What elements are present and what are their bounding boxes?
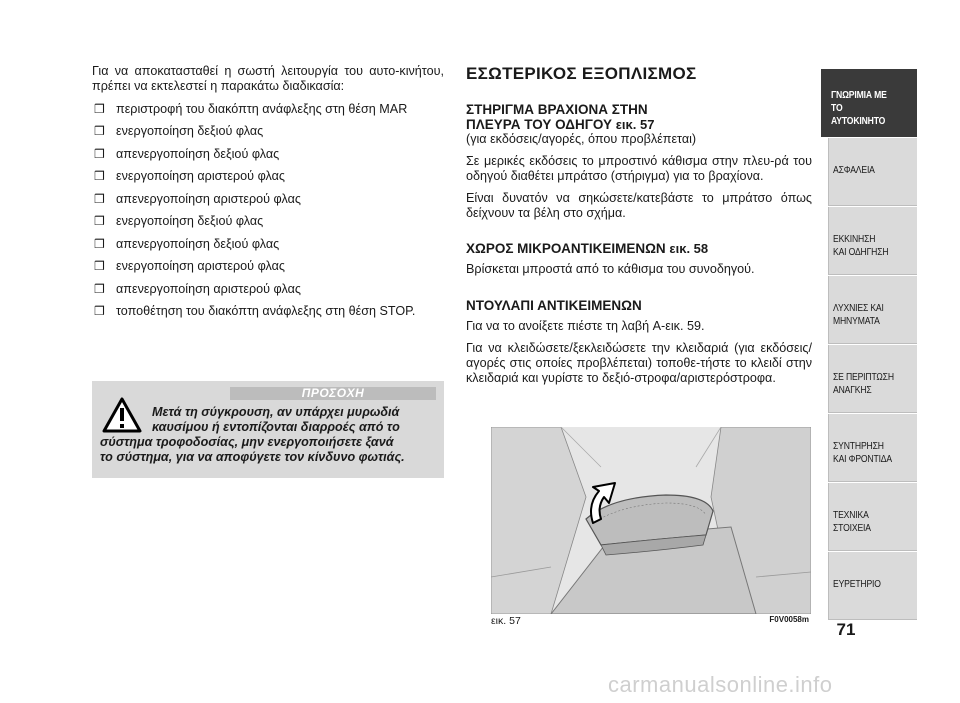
- glovebox-heading: ΝΤΟΥΛΑΠΙ ΑΝΤΙΚΕΙΜΕΝΩΝ: [466, 298, 642, 313]
- checkbox-bullet-icon: ❒: [94, 259, 105, 273]
- checkbox-bullet-icon: ❒: [94, 214, 105, 228]
- tab-technical-data[interactable]: ΤΕΧΝΙΚΑ ΣΤΟΙΧΕΙΑ: [821, 482, 917, 551]
- procedure-steps: [92, 102, 444, 320]
- glovebox-section: [466, 298, 812, 386]
- tab-warning-lights[interactable]: ΛΥΧΝΙΕΣ ΚΑΙ ΜΗΝΥΜΑΤΑ: [821, 275, 917, 344]
- storage-heading: ΧΩΡΟΣ ΜΙΚΡΟΑΝΤΙΚΕΙΜΕΝΩΝ εικ. 58: [466, 241, 709, 256]
- procedure-step: ❒ απενεργοποίηση δεξιού φλας: [94, 146, 280, 161]
- armrest-illustration: [491, 427, 811, 614]
- armrest-heading: ΣΤΗΡΙΓΜΑ ΒΡΑΧΙΟΝΑ ΣΤΗΝ ΠΛΕΥΡΑ ΤΟΥ ΟΔΗΓΟΥ εικ. 57: [466, 102, 655, 132]
- tab-emergency[interactable]: ΣΕ ΠΕΡΙΠΤΩΣΗ ΑΝΑΓΚΗΣ: [821, 344, 917, 413]
- procedure-step: ❒ ενεργοποίηση δεξιού φλας: [94, 124, 264, 138]
- warning-box: [92, 381, 444, 478]
- checkbox-bullet-icon: ❒: [94, 191, 105, 206]
- procedure-step: ❒ τοποθέτηση του διακόπτη ανάφλεξης στη θέση STOP.: [94, 304, 416, 318]
- armrest-paragraph: Είναι δυνατόν να σηκώσετε/κατεβάστε το μπράτσο όπως δείχνουν τα βέλη στο σχήμα.: [466, 191, 812, 220]
- figure-label: εικ. 57: [491, 615, 521, 627]
- checkbox-bullet-icon: ❒: [94, 236, 105, 251]
- procedure-step: ❒ ενεργοποίηση δεξιού φλας: [94, 214, 264, 228]
- procedure-step: ❒ ενεργοποίηση αριστερού φλας: [94, 169, 285, 183]
- section-title: ΕΣΩΤΕΡΙΚΟΣ ΕΞΟΠΛΙΣΜΟΣ: [466, 64, 697, 83]
- warning-title: ΠΡΟΣΟΧΗ: [230, 387, 436, 400]
- page-number: 71: [836, 620, 856, 639]
- procedure-step: ❒ απενεργοποίηση αριστερού φλας: [94, 281, 301, 296]
- figure-code: F0V0058m: [769, 615, 809, 624]
- procedure-intro: Για να αποκατασταθεί η σωστή λειτουργία του αυτο-κινήτου, πρέπει να εκτελεστεί η παρακάτω διαδικασία:: [92, 64, 444, 93]
- procedure-step: ❒ απενεργοποίηση δεξιού φλας: [94, 236, 280, 251]
- armrest-section: [466, 102, 812, 221]
- left-column: [92, 64, 444, 319]
- tab-maintenance[interactable]: ΣΥΝΤΗΡΗΣΗ ΚΑΙ ΦΡΟΝΤΙΔΑ: [821, 413, 917, 482]
- checkbox-bullet-icon: ❒: [94, 169, 105, 183]
- chapter-tabs: [821, 68, 917, 620]
- procedure-step: ❒ ενεργοποίηση αριστερού φλας: [94, 259, 285, 273]
- armrest-figure: [491, 427, 811, 614]
- armrest-note: (για εκδόσεις/αγορές, όπου προβλέπεται): [466, 132, 697, 146]
- middle-column: [466, 64, 812, 386]
- tab-getting-to-know-car[interactable]: ΓΝΩΡΙΜΙΑ ΜΕ ΤΟ ΑΥΤΟΚΙΝΗΤΟ: [821, 68, 917, 137]
- armrest-paragraph: Σε μερικές εκδόσεις το μπροστινό κάθισμα στην πλευ-ρά του οδηγού διαθέτει μπράτσο (στήριγμα) για το βραχίονα.: [466, 154, 812, 183]
- warning-text: Μετά τη σύγκρουση, αν υπάρχει μυρωδιά καυσίμου ή εντοπίζονται διαρροές από το σύστημα τροφοδοσίας, μην ενεργοποιήσετε ξανά το σύστημα, για να αποφύγετε τον κίνδυνο φωτιάς.: [100, 405, 405, 464]
- tab-index[interactable]: ΕΥΡΕΤΗΡΙΟ: [821, 551, 917, 620]
- tab-safety[interactable]: ΑΣΦΑΛΕΙΑ: [821, 137, 917, 206]
- figure-reference: εικ. 57: [615, 117, 655, 132]
- checkbox-bullet-icon: ❒: [94, 281, 105, 296]
- storage-section: [466, 241, 812, 277]
- checkbox-bullet-icon: ❒: [94, 101, 105, 116]
- checkbox-bullet-icon: ❒: [94, 304, 105, 318]
- tab-starting-driving[interactable]: ΕΚΚΙΝΗΣΗ ΚΑΙ ΟΔΗΓΗΣΗ: [821, 206, 917, 275]
- checkbox-bullet-icon: ❒: [94, 124, 105, 138]
- watermark: carmanualsonline.info: [608, 672, 833, 697]
- procedure-step: ❒ περιστροφή του διακόπτη ανάφλεξης στη θέση MAR: [94, 101, 408, 116]
- procedure-step: ❒ απενεργοποίηση αριστερού φλας: [94, 191, 301, 206]
- glovebox-paragraph: Για να το ανοίξετε πιέστε τη λαβή A-εικ. 59.: [466, 319, 705, 333]
- glovebox-paragraph: Για να κλειδώσετε/ξεκλειδώσετε την κλειδαριά (για εκδόσεις/αγορές στις οποίες προβλέπεται) τοποθε-τήστε το κλειδί στην κλειδαριά και γυρίστε το δεξιό-στροφα/αριστερόστροφα.: [466, 341, 812, 385]
- checkbox-bullet-icon: ❒: [94, 146, 105, 161]
- figure-reference: εικ. 58: [669, 241, 709, 256]
- storage-paragraph: Βρίσκεται μπροστά από το κάθισμα του συνοδηγού.: [466, 262, 755, 276]
